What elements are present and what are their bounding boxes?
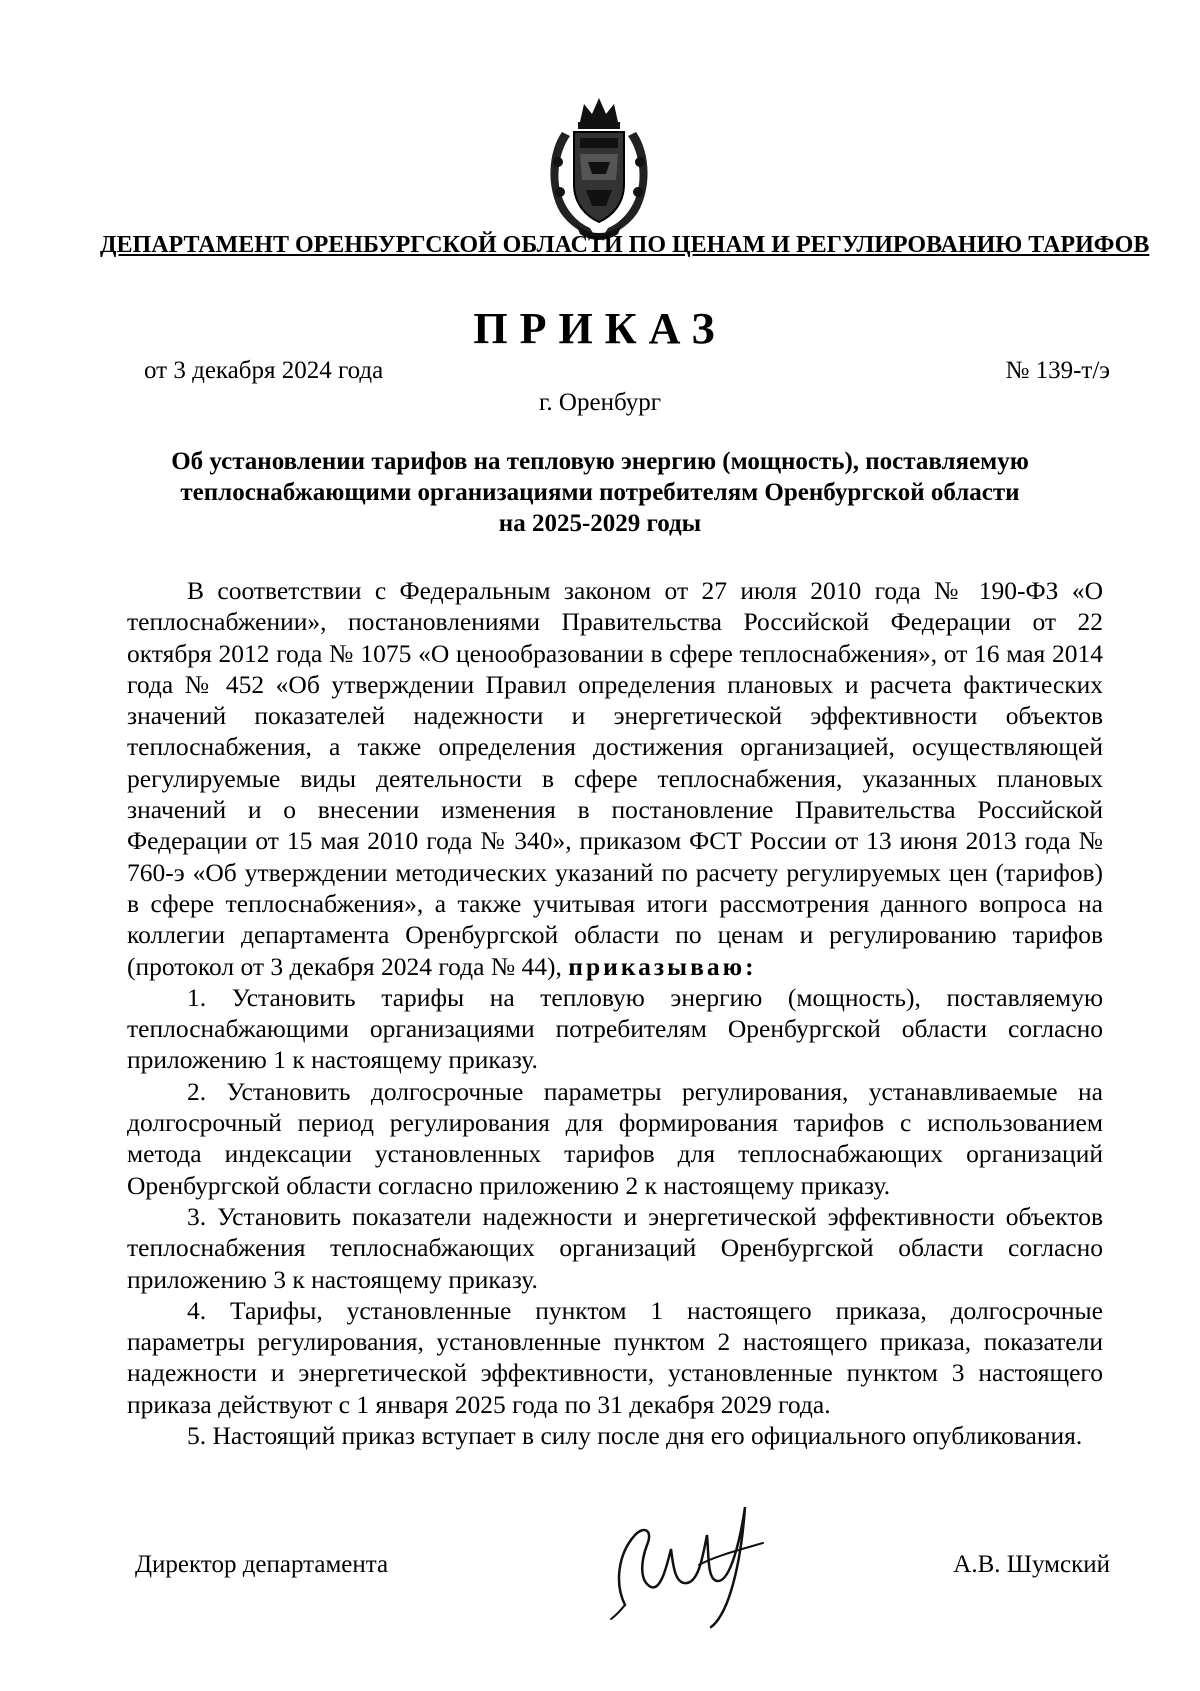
preamble-text: В соответствии с Федеральным законом от 27 июля 2010 года № 190-ФЗ «О теплоснабжении», постановлениями Правительства Российской Федерации от 22 октября 2012 года № 1075 «О ценообразовании в сфере теплоснабжения», от 16 мая 2014 года № 452 «Об утверждении Правил определения плановых и расчета фактических значений показателей надежности и энергетической эффективности объектов теплоснабжения, а также определения достижения организацией, осуществляющей регулируемые виды деятельности в сфере теплоснабжения, указанных плановых значений и о внесении изменения в постановление Правительства Российской Федерации от 15 мая 2010 года № 340», приказом ФСТ России от 13 июня 2013 года № 760-э «Об утверждении методических указаний по расчету регулируемых цен (тарифов) в сфере теплоснабжения», а также учитывая итоги рассмотрения данного вопроса на коллегии департамента Оренбургской области по ценам и регулированию тарифов (протокол от 3 декабря 2024 года № 44), [127,576,1103,981]
signatory-title: Директор департамента [135,1551,389,1578]
subject-line: Об установлении тарифов на тепловую энергию (мощность), поставляемую [171,448,1029,475]
signatory-name: А.В. Шумский [953,1551,1110,1578]
subject-line: теплоснабжающими организациями потребителям Оренбургской области [180,479,1020,506]
subject-line: на 2025-2029 годы [498,510,702,537]
order-city: г. Оренбург [539,389,661,416]
order-item: 3. Установить показатели надежности и энергетической эффективности объектов теплоснабжения теплоснабжающих организаций Оренбургской области согласно приложению 3 к настоящему приказу. [127,1201,1103,1294]
department-name: ДЕПАРТАМЕНТ ОРЕНБУРГСКОЙ ОБЛАСТИ ПО ЦЕНАМ И РЕГУЛИРОВАНИЮ ТАРИФОВ [100,232,1150,258]
order-item: 1. Установить тарифы на тепловую энергию (мощность), поставляемую теплоснабжающими организациями потребителям Оренбургской области согласно приложению 1 к настоящему приказу. [127,982,1103,1075]
handwritten-signature-icon [595,1495,775,1630]
order-item: 4. Тарифы, установленные пунктом 1 настоящего приказа, долгосрочные параметры регулирования, установленные пунктом 2 настоящего приказа, показатели надежности и энергетической эффективности, установленные пунктом 3 настоящего приказа действуют с 1 января 2025 года по 31 декабря 2029 года. [127,1295,1103,1419]
order-item: 2. Установить долгосрочные параметры регулирования, устанавливаемые на долгосрочный период регулирования для формирования тарифов с использованием метода индексации установленных тарифов для теплоснабжающих организаций Оренбургской области согласно приложению 2 к настоящему приказу. [127,1076,1103,1200]
order-number: № 139-т/э [1005,357,1110,384]
order-date: от 3 декабря 2024 года [144,357,384,384]
coat-of-arms-icon [540,92,658,244]
order-item: 5. Настоящий приказ вступает в силу после дня его официального опубликования. [187,1421,1083,1451]
preamble-paragraph [127,575,1103,982]
order-subject [140,446,1060,539]
decree-word: приказываю: [568,951,757,981]
document-title: ПРИКАЗ [473,304,727,353]
order-body [127,575,1103,1451]
